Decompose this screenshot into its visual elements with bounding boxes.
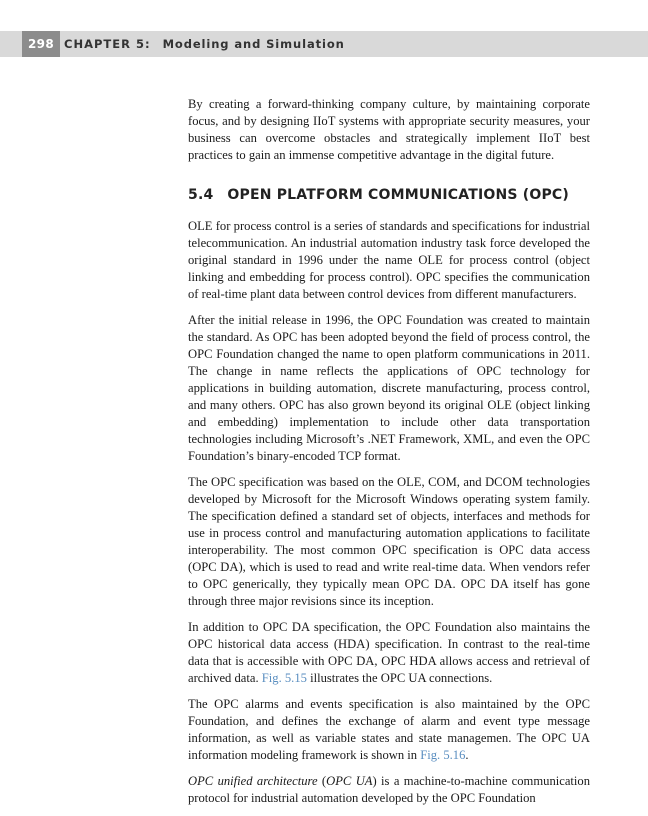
figure-link-5-15[interactable]: Fig. 5.15 — [261, 671, 307, 685]
term-opc-unified-architecture: OPC unified architecture — [188, 774, 318, 788]
paragraph-alarms-events — [188, 696, 590, 764]
term-opc-ua: OPC UA — [326, 774, 373, 788]
section-heading — [188, 186, 590, 204]
paragraph-opc-ua-text: ) is a machine-to-machine communication protocol for industrial automation developed by the OPC Foundation — [188, 774, 591, 805]
running-head — [64, 31, 345, 57]
paragraph-opc-ua — [188, 773, 590, 807]
figure-link-5-16[interactable]: Fig. 5.16 — [420, 748, 466, 762]
paragraph-hda-end: illustrates the OPC UA connections. — [306, 671, 493, 685]
paragraph-opc-foundation: After the initial release in 1996, the OPC Foundation was created to maintain the standard. As OPC has been adopted beyond the field of process control, the OPC Foundation changed the name to open platform communications in 2011. The change in name reflects the applications of OPC technology for applications in building automation, discrete manufacturing, process control, and many others. OPC has also grown beyond its original OLE (object linking and embedding) implementation to include other data transportation technologies including Microsoft’s .NET Framework, XML, and even the OPC Foundation’s binary-encoded TCP format. — [188, 313, 590, 463]
intro-paragraph: By creating a forward-thinking company culture, by maintaining corporate focus, and by designing IIoT systems with appropriate security measures, your business can overcome obstacles and strategically implement IIoT best practices to gain an immense competitive advantage in the digital future. — [188, 97, 590, 162]
paragraph-hda-text: In addition to OPC DA specification, the OPC Foundation also maintains the OPC historical data access (HDA) specification. In contrast to the real-time data that is accessible with OPC DA, OPC HDA allows access and retrieval of archived data. — [188, 620, 590, 685]
paragraph-ole: OLE for process control is a series of standards and specifications for industrial telecommunication. An industrial automation industry task force developed the original standard in 1996 under the name OLE for process control (object linking and embedding for process control). OPC specifies the communication of real-time plant data between control devices from different manufacturers. — [188, 219, 590, 301]
paren-open: ( — [317, 774, 327, 788]
page-body — [188, 96, 590, 816]
paragraph-opc-specification: The OPC specification was based on the OLE, COM, and DCOM technologies developed by Microsoft for the Microsoft Windows operating system family. The specification defined a standard set of objects, interfaces and methods for use in process control and manufacturing automation applications to facilitate interoperability. The most common OPC specification is OPC data access (OPC DA), which is used to read and write real-time data. When vendors refer to OPC generically, they typically mean OPC DA. OPC DA itself has gone through three major revisions since its inception. — [188, 475, 590, 608]
page-number: 298 — [22, 31, 60, 57]
section-number: 5.4 — [188, 187, 214, 203]
paragraph-alarms-text: The OPC alarms and events specification is also maintained by the OPC Foundation, and defines the exchange of alarm and event type message information, as well as variable states and state managemen. The OPC UA information modeling framework is shown in — [188, 697, 590, 762]
paragraph-hda — [188, 619, 590, 687]
paragraph-alarms-end: . — [465, 748, 469, 762]
chapter-title: Modeling and Simulation — [162, 37, 345, 51]
chapter-label: CHAPTER 5: — [64, 37, 151, 51]
section-title: OPEN PLATFORM COMMUNICATIONS (OPC) — [227, 187, 569, 203]
